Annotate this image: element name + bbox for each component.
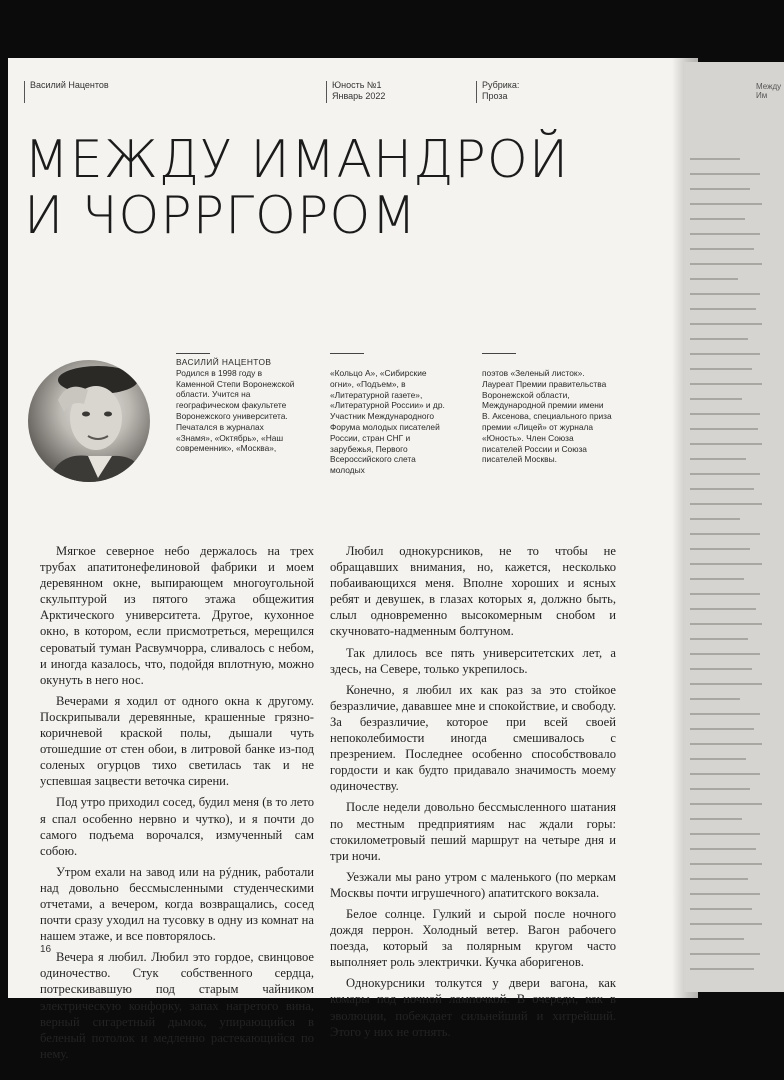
header-rubric-label: Рубрика:	[482, 80, 520, 90]
article-paragraph: Белое солнце. Гулкий и сырой после ночного дождя перрон. Холодный ветер. Вагон рабочего поезда, который за полярным кругом часто выполняет роль электрички. Кучка аборигенов.	[330, 906, 616, 970]
article-title-line-2: И ЧОРРГОРОМ	[24, 186, 418, 246]
header-issue-date: Январь 2022	[332, 91, 386, 101]
article-paragraph: После недели довольно бессмысленного шатания по местным предприятиям нас ждали горы: стокилометровый пеший маршрут на четыре дня и три ночи.	[330, 800, 616, 863]
article-column-right	[330, 543, 616, 1045]
author-photo	[28, 360, 150, 482]
article-paragraph: Конечно, я любил их как раз за это стойкое безразличие, дававшее мне и спокойствие, и свободу. За безразличие, которое при всей своей непоколебимости иногда смешивалось с презрением. Последнее особенно способствовало гордости и как будто придавало значимость моему одиночеству.	[330, 682, 616, 794]
article-paragraph: Вечера я любил. Любил это гордое, свинцовое одиночество. Стук собственного сердца, потрескивавшую под старым чайником электрическую конфорку, запах нагретого вина, верный сигаретный дымок, упирающийся в беленый потолок и медленно растекающийся по нему.	[40, 950, 314, 1061]
author-bio-name: ВАСИЛИЙ НАЦЕНТОВ	[176, 357, 272, 367]
header-divider	[24, 81, 25, 103]
header-divider	[326, 81, 327, 103]
next-page-edge	[684, 62, 784, 992]
page-number: 16	[40, 944, 52, 955]
article-title-line-1: МЕЖДУ ИМАНДРОЙ	[24, 130, 570, 190]
article-paragraph: Любил однокурсников, не то чтобы не обращавших внимания, но, кажется, несколько побаивающихся меня. Вполне хороших и ясных ребят и девушек, в глазах которых я, должно быть, слыл одновременно высокомерным снобом и скучновато-надменным болтуном.	[330, 544, 616, 639]
author-bio-column-1	[176, 357, 296, 454]
author-bio-column-2: «Кольцо А», «Сибирские огни», «Подъем», в «Литературной газете», «Литературной России» и др. Участник Международного Форума молодых писателей России, стран СНГ и зарубежья, Первого Всероссийского слета молодых	[330, 368, 445, 476]
next-page-header: Между Им	[756, 82, 782, 100]
header-divider	[476, 81, 477, 103]
article-paragraph: Вечерами я ходил от одного окна к другому. Поскрипывали деревянные, крашенные грязно-коричневой краской полы, дышали чуть отошедшие от стен обои, в литровой банке из-под соленых огурцов тихо светилась так и не успевшая зацвести веточка сирени.	[40, 693, 314, 789]
header-rubric	[482, 80, 519, 102]
article-column-left	[40, 543, 314, 1067]
author-bio-column-3: поэтов «Зеленый листок». Лауреат Премии правительства Воронежской области, Международной премии имени В. Аксенова, специального приза премии «Лицей» от журнала «Юность». Член Союза писателей России и Союза писателей Москвы.	[482, 368, 612, 465]
article-title	[24, 132, 584, 244]
article-paragraph: Под утро приходил сосед, будил меня (в то лето я спал особенно нервно и чутко), и я почти до самого подъема ворочался, измученный сам собою.	[40, 795, 314, 858]
article-paragraph: Мягкое северное небо держалось на трех трубах апатитонефелиновой фабрики и моем деревянном окне, выпирающем многоугольной скульптурой из пятого этажа общежития Арктического университета. Другое, кухонное окно, в котором, если присмотреться, мерещился сероватый туман Расвумчорра, сливалось с небом, и иногда казалось, что, подойдя вплотную, можно окунуть в него нос.	[40, 544, 314, 687]
author-photo-illustration	[28, 360, 150, 482]
bio-rule	[330, 353, 364, 354]
article-paragraph: Уезжали мы рано утром с маленького (по меркам Москвы почти игрушечного) апатитского вокзала.	[330, 869, 616, 900]
header-issue	[332, 80, 385, 102]
article-paragraph: Однокурсники толкутся у двери вагона, как комары под ночной лампочкой. В очереди, как в эволюции, побеждает сильнейший и хитрейший. Этого у них не отнять.	[330, 976, 616, 1039]
bio-rule	[176, 353, 210, 354]
header-author-name: Василий Нацентов	[30, 80, 109, 90]
header-issue-number: Юность №1	[332, 80, 382, 90]
header-rubric-value: Проза	[482, 91, 508, 101]
bio-rule	[482, 353, 516, 354]
article-paragraph: Утром ехали на завод или на рýдник, работали над довольно бессмысленными студенческими отчетами, а вечером, когда возвращались, сосед почти сразу уходил на тусовку в одну из комнат на нашем этаже, и все повторялось.	[40, 864, 314, 944]
header-author	[30, 80, 109, 91]
next-page-text-lines	[684, 158, 784, 970]
author-bio-text-1: Родился в 1998 году в Каменной Степи Воронежской области. Учится на географическом факультете Воронежского университета. Печатался в журналах «Знамя», «Октябрь», «Наш современник», «Москва»,	[176, 367, 295, 454]
article-paragraph: Так длилось все пять университетских лет, а здесь, на Севере, только укрепилось.	[330, 645, 616, 676]
